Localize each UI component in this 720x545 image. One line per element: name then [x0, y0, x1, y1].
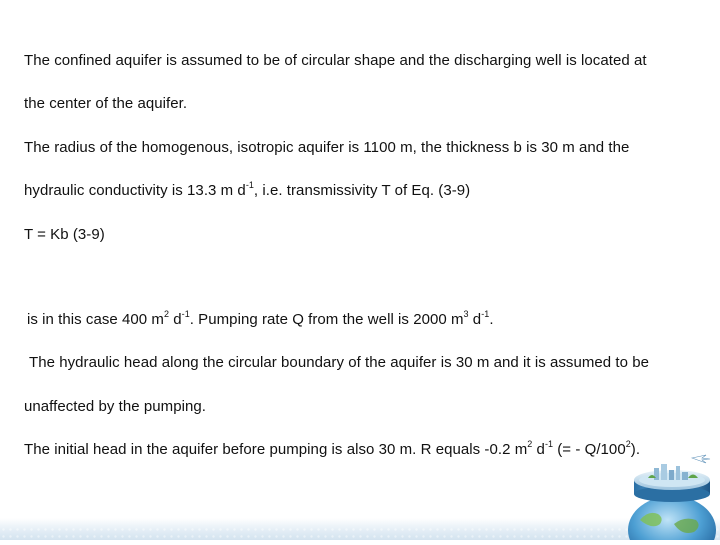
- text-run: hydraulic conductivity is 13.3 m d: [24, 182, 246, 199]
- text-run: d: [169, 311, 182, 328]
- superscript: -1: [181, 309, 190, 319]
- superscript: -1: [245, 180, 254, 190]
- equation-line: [24, 226, 105, 244]
- paragraph-line: [24, 441, 640, 459]
- text-run: ).: [630, 441, 641, 458]
- superscript: 3: [463, 309, 469, 319]
- paragraph-line: [24, 52, 647, 70]
- text-run: unaffected by the pumping.: [24, 398, 206, 415]
- text-run: d: [468, 311, 482, 328]
- text-run: The initial head in the aquifer before pumping is also 30 m. R equals -0.2 m: [24, 441, 528, 458]
- text-run: T = Kb (3-9): [24, 226, 105, 243]
- earth-globe-icon: [610, 450, 720, 540]
- text-run: , i.e. transmissivity T of Eq. (3-9): [253, 182, 471, 199]
- superscript: -1: [481, 309, 490, 319]
- superscript: 2: [163, 309, 170, 319]
- paragraph-line: [27, 311, 494, 329]
- paragraph-line: [29, 354, 649, 372]
- text-run: The radius of the homogenous, isotropic aquifer is 1100 m, the thickness b is 30 m and the: [24, 139, 630, 156]
- superscript: 2: [527, 439, 533, 449]
- paragraph-line: [24, 182, 470, 200]
- text-run: is in this case 400 m: [27, 311, 164, 328]
- paragraph-line: [24, 139, 629, 157]
- text-run: the center of the aquifer.: [24, 95, 188, 112]
- superscript: 2: [625, 439, 631, 449]
- text-run: . Pumping rate Q from the well is 2000 m: [189, 311, 464, 328]
- text-run: d: [532, 441, 545, 458]
- text-run: .: [489, 311, 494, 328]
- text-run: The hydraulic head along the circular boundary of the aquifer is 30 m and it is assumed to be: [29, 354, 650, 371]
- text-run: The confined aquifer is assumed to be of circular shape and the discharging well is located at: [24, 52, 647, 69]
- paragraph-line: [24, 95, 187, 113]
- paragraph-line: [24, 398, 206, 416]
- text-run: (= - Q/100: [553, 441, 626, 458]
- superscript: -1: [544, 439, 554, 449]
